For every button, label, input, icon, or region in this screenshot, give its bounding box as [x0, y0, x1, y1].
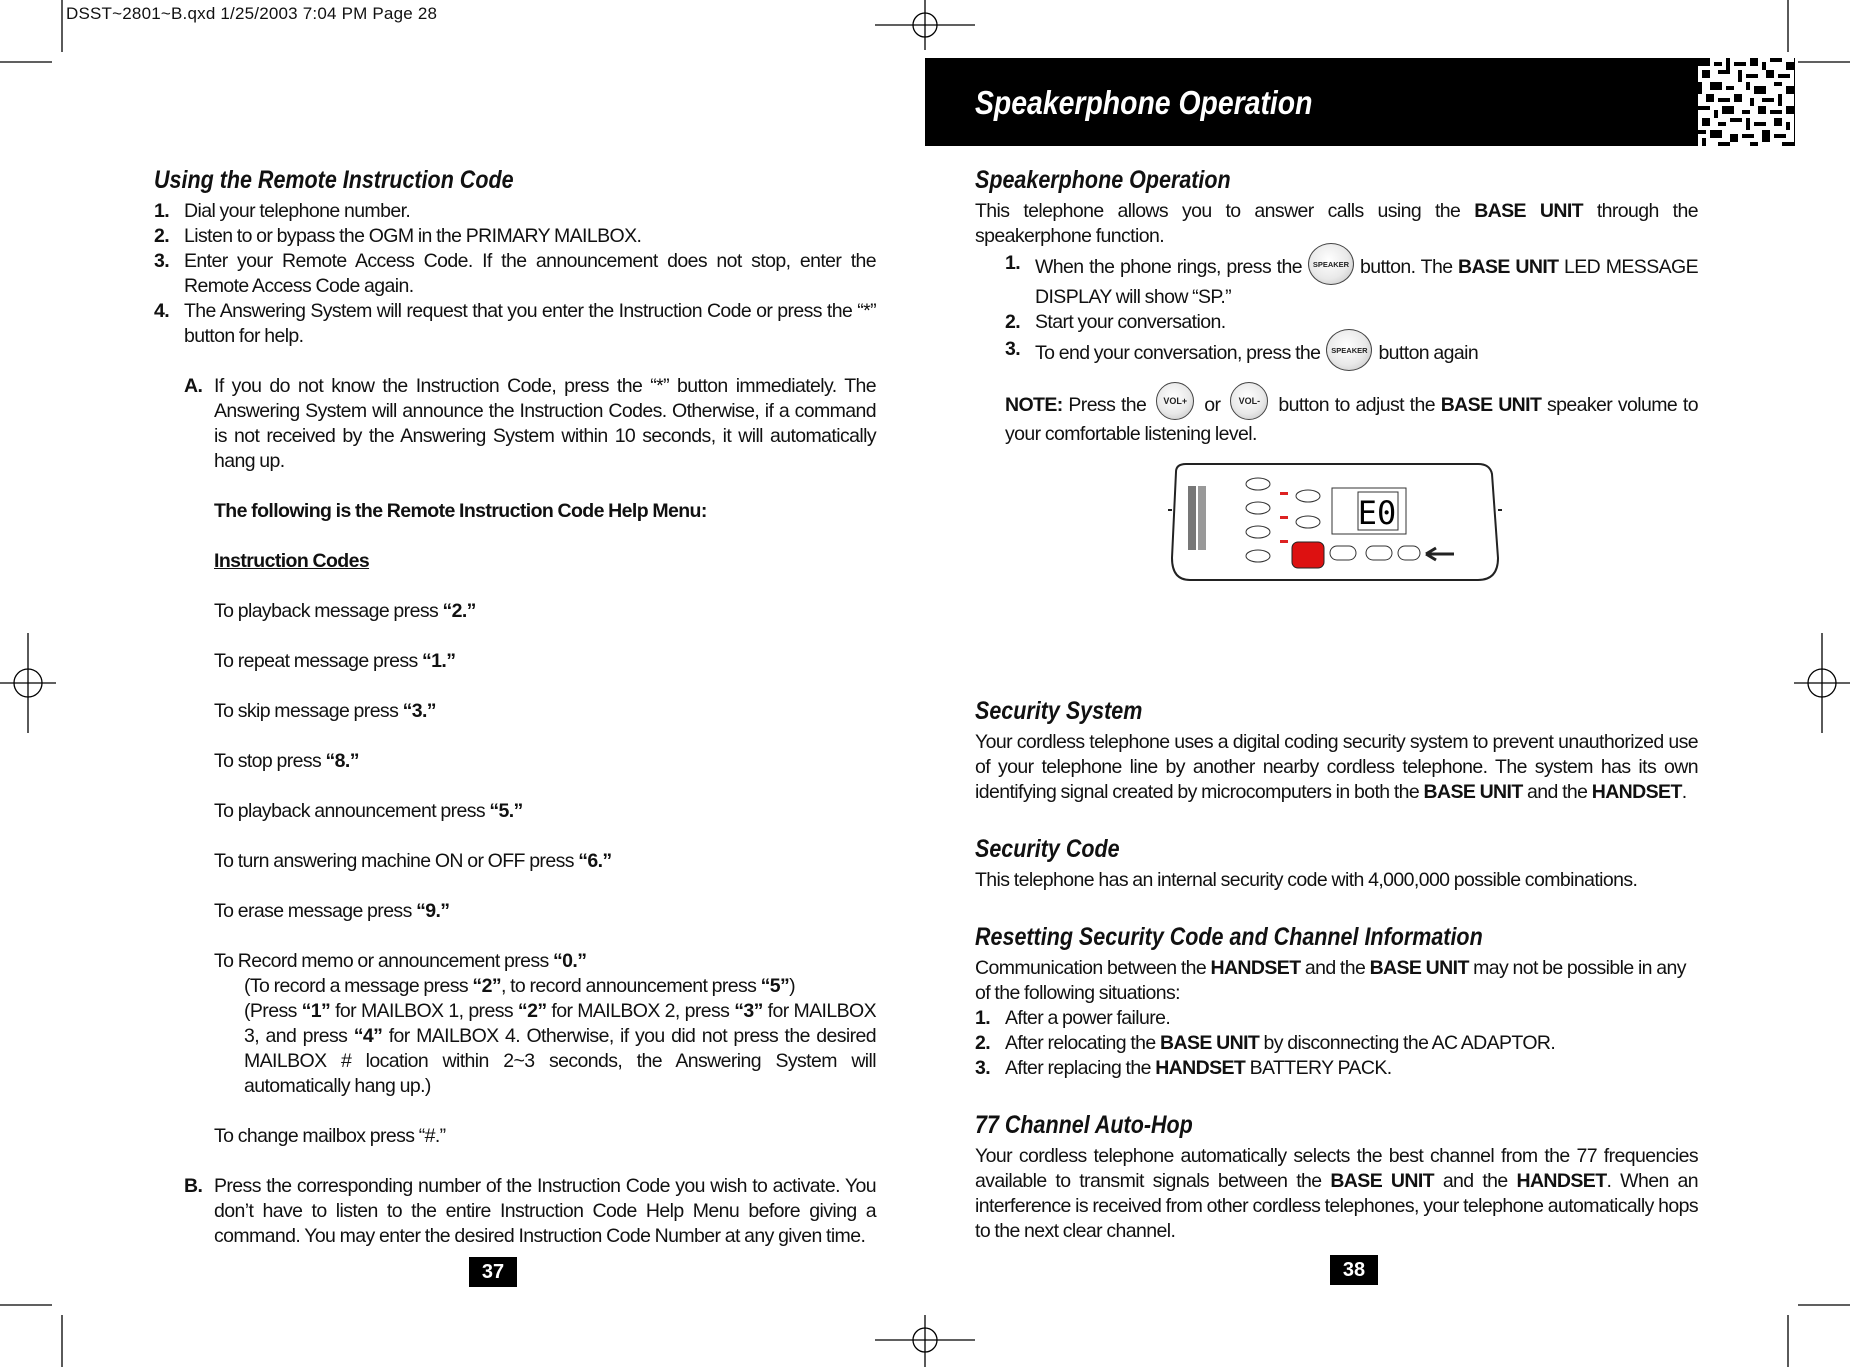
list-item: 1. Dial your telephone number.	[154, 200, 411, 222]
speaker-intro: This telephone allows you to answer calls using the BASE UNIT through the speakerphone function.	[975, 200, 1698, 247]
page-number-left: 37	[469, 1257, 517, 1287]
remote-code-heading: Using the Remote Instruction Code	[154, 166, 514, 194]
note-b: B. Press the corresponding number of the Instruction Code you wish to activate. You don’t have to listen to the entire Instruction Code Help Menu before giving a command. You may enter the desired Instruction Code Number at any given time.	[184, 1175, 876, 1247]
list-item: 3. To end your conversation, press the SPEAKER button again	[1005, 337, 1698, 371]
record-note-line2: (Press “1” for MAILBOX 1, press “2” for MAILBOX 2, press “3” for MAILBOX 3, and press “4” for MAILBOX 4. Otherwise, if you did not press the desired MAILBOX # location within 2~3 seconds, the Answering System will automatically hang up.)	[244, 1000, 876, 1097]
right-column	[975, 166, 1698, 448]
left-column	[154, 166, 876, 1249]
speaker-heading: Speakerphone Operation	[975, 166, 1231, 194]
list-item: 1. When the phone rings, press the SPEAKER button. The BASE UNIT LED MESSAGE DISPLAY will show “SP.”	[1005, 251, 1698, 310]
list-item: 3. Enter your Remote Access Code. If the announcement does not stop, enter the Remote Access Code again.	[154, 250, 876, 297]
security-text: Your cordless telephone uses a digital coding security system to prevent unauthorized use of your telephone line by another nearby cordless telephone. The system has its own identifying signal created by microcomputers in both the BASE UNIT and the HANDSET.	[975, 731, 1698, 803]
qr-code-icon	[1698, 58, 1794, 146]
note-a: A. If you do not know the Instruction Code, press the “*” button immediately. The Answering System will announce the Instruction Codes. Otherwise, if a command is not received by the Answering System within 10 seconds, it will automatically hang up.	[184, 375, 876, 472]
page-title: Speakerphone Operation	[975, 84, 1313, 121]
auto-hop-text: Your cordless telephone automatically selects the best channel from the 77 frequencies available to transmit signals between the BASE UNIT and the HANDSET. When an interference is received from other cordless telephones, your telephone automatically hops to the next clear channel.	[975, 1145, 1698, 1242]
code-line: To skip message press “3.”	[214, 700, 436, 722]
speaker-button-icon: SPEAKER	[1326, 329, 1372, 371]
code-line: To repeat message press “1.”	[214, 650, 456, 672]
list-item: 1. After a power failure.	[975, 1007, 1171, 1029]
vol-minus-icon: VOL-	[1230, 382, 1268, 420]
security-heading: Security System	[975, 697, 1143, 725]
code-line: To erase message press “9.”	[214, 900, 450, 922]
file-slug: DSST~2801~B.qxd 1/25/2003 7:04 PM Page 28	[66, 4, 438, 23]
record-note-line1: (To record a message press “2”, to record announcement press “5”)	[244, 975, 796, 997]
code-line: To playback message press “2.”	[214, 600, 476, 622]
security-code-heading: Security Code	[975, 835, 1120, 863]
list-item: 2. Listen to or bypass the OGM in the PRIMARY MAILBOX.	[154, 225, 642, 247]
code-line: To stop press “8.”	[214, 750, 359, 772]
change-mailbox-line: To change mailbox press “#.”	[214, 1125, 446, 1147]
list-item: 2. After relocating the BASE UNIT by disconnecting the AC ADAPTOR.	[975, 1032, 1556, 1054]
right-column-lower	[975, 697, 1698, 1244]
security-code-text: This telephone has an internal security code with 4,000,000 possible combinations.	[975, 869, 1638, 891]
vol-plus-icon: VOL+	[1156, 382, 1194, 420]
speaker-note: NOTE: Press the VOL+ or VOL- button to adjust the BASE UNIT speaker volume to your comfortable listening level.	[1005, 391, 1698, 448]
reset-heading: Resetting Security Code and Channel Information	[975, 923, 1483, 951]
code-line: To playback announcement press “5.”	[214, 800, 523, 822]
list-item: 2. Start your conversation.	[1005, 311, 1226, 333]
page-number-right: 38	[1330, 1255, 1378, 1285]
code-line: To turn answering machine ON or OFF press “6.”	[214, 850, 612, 872]
help-menu-title: The following is the Remote Instruction Code Help Menu:	[214, 500, 707, 522]
codes-title: Instruction Codes	[214, 550, 370, 572]
reset-intro: Communication between the HANDSET and the BASE UNIT may not be possible in any of the following situations:	[975, 957, 1686, 1004]
base-unit-illustration	[1168, 462, 1502, 586]
code-line: To Record memo or announcement press “0.”	[214, 950, 587, 972]
list-item: 4. The Answering System will request that you enter the Instruction Code or press the “*” button for help.	[154, 300, 876, 347]
led-display: E0	[1357, 494, 1397, 532]
list-item: 3. After replacing the HANDSET BATTERY PACK.	[975, 1057, 1392, 1079]
auto-hop-heading: 77 Channel Auto-Hop	[975, 1111, 1193, 1139]
speaker-button-icon: SPEAKER	[1308, 243, 1354, 285]
